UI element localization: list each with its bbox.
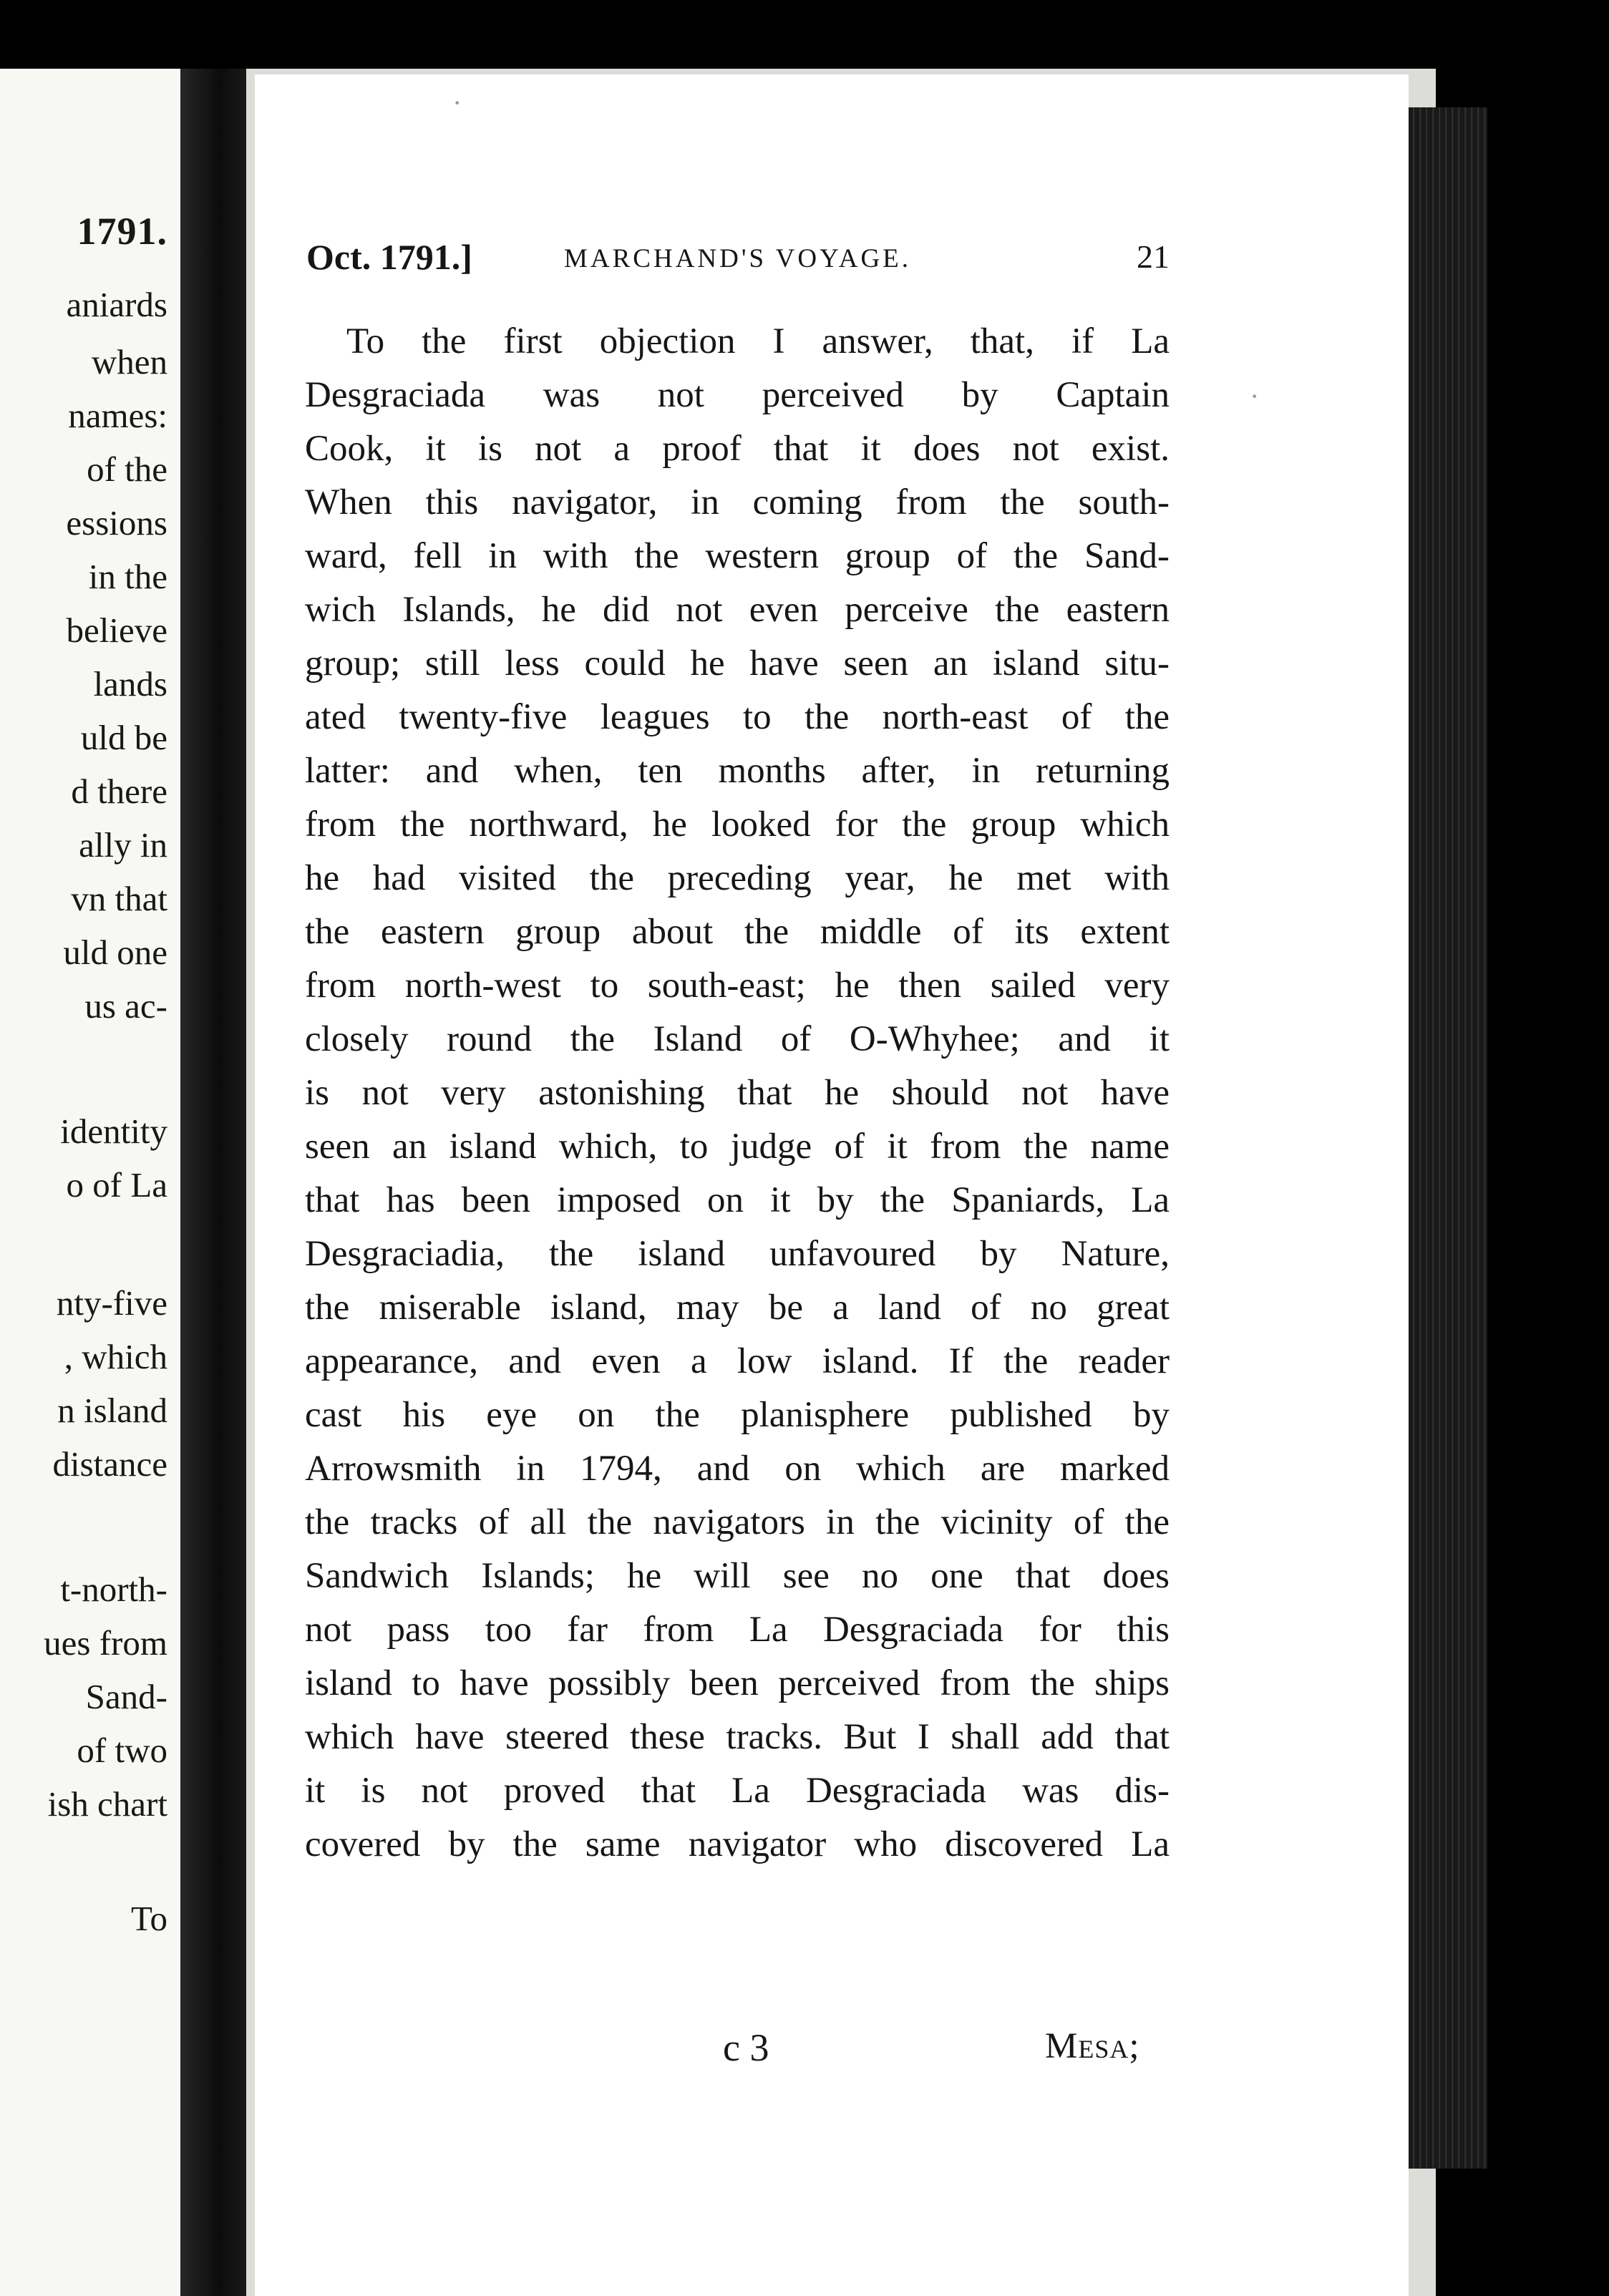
previous-page-line: distance	[52, 1444, 167, 1484]
body-line: the miserable island, may be a land of no great	[305, 1288, 1170, 1328]
catchword: Mesa;	[1045, 2026, 1140, 2066]
previous-page-line: To	[130, 1899, 167, 1938]
body-line: that has been imposed on it by the Spaniards, La	[305, 1180, 1170, 1220]
body-line: Arrowsmith in 1794, and on which are marked	[305, 1449, 1170, 1489]
running-head-date: Oct. 1791.]	[306, 237, 472, 277]
body-line: from north-west to south-east; he then sailed very	[305, 965, 1170, 1006]
body-line: group; still less could he have seen an island situ-	[305, 643, 1170, 684]
body-line: which have steered these tracks. But I shall add that	[305, 1717, 1170, 1757]
previous-page-line: lands	[93, 664, 167, 704]
running-head	[306, 236, 1170, 279]
previous-page-line: n island	[57, 1391, 167, 1430]
body-line: Sandwich Islands; he will see no one that does	[305, 1556, 1170, 1596]
body-line: Desgraciadia, the island unfavoured by Nature,	[305, 1234, 1170, 1274]
body-line: To the first objection I answer, that, if La	[346, 321, 1170, 361]
body-line: is not very astonishing that he should not have	[305, 1073, 1170, 1113]
previous-page-line: ish chart	[47, 1784, 167, 1824]
body-line: appearance, and even a low island. If the reader	[305, 1341, 1170, 1381]
signature-mark: c 3	[723, 2026, 769, 2069]
previous-page-line: of the	[87, 449, 167, 489]
previous-page-line: believe	[66, 611, 167, 650]
body-line: from the northward, he looked for the group which	[305, 804, 1170, 845]
body-line: wich Islands, he did not even perceive the eastern	[305, 590, 1170, 630]
previous-page-line: d there	[71, 772, 167, 811]
previous-page-line: ally in	[79, 825, 167, 865]
previous-page-line: o of La	[66, 1165, 167, 1205]
page-number: 21	[1137, 238, 1170, 275]
body-line: island to have possibly been perceived from the ships	[305, 1663, 1170, 1703]
body-line: the tracks of all the navigators in the vicinity of the	[305, 1502, 1170, 1542]
body-line: Cook, it is not a proof that it does not exist.	[305, 429, 1170, 469]
previous-page-line: nty-five	[56, 1283, 167, 1323]
body-text	[305, 315, 1170, 1872]
previous-page-line: ues from	[44, 1623, 167, 1663]
previous-page-line: t-north-	[60, 1570, 167, 1609]
page-edges	[1409, 107, 1487, 2169]
book-cover-shadow	[1487, 79, 1609, 2296]
body-line: he had visited the preceding year, he met with	[305, 858, 1170, 898]
previous-page-line: , which	[64, 1337, 167, 1376]
body-line: ward, fell in with the western group of the Sand-	[305, 536, 1170, 576]
body-line: ated twenty-five leagues to the north-east of the	[305, 697, 1170, 737]
body-line: Desgraciada was not perceived by Captain	[305, 375, 1170, 415]
previous-page-line: uld be	[80, 718, 167, 757]
previous-page-line: aniards	[66, 285, 167, 324]
previous-page-line: essions	[66, 503, 167, 543]
previous-page-line: identity	[60, 1111, 167, 1151]
body-line: When this navigator, in coming from the south-	[305, 482, 1170, 522]
previous-page-line: in the	[88, 557, 167, 596]
body-line: latter: and when, ten months after, in returning	[305, 751, 1170, 791]
body-line: the eastern group about the middle of its extent	[305, 912, 1170, 952]
speck-mark: ·	[1250, 380, 1260, 412]
book-gutter	[180, 69, 246, 2296]
body-line: seen an island which, to judge of it from the name	[305, 1127, 1170, 1167]
previous-page-line: when	[91, 342, 167, 381]
previous-page-line: us ac-	[84, 986, 167, 1026]
body-line: cast his eye on the planisphere published by	[305, 1395, 1170, 1435]
previous-page-header: 1791.	[77, 210, 167, 253]
speck-mark: ·	[452, 87, 462, 119]
body-line: not pass too far from La Desgraciada for this	[305, 1610, 1170, 1650]
body-line: closely round the Island of O-Whyhee; and it	[305, 1019, 1170, 1059]
previous-page-line: Sand-	[85, 1677, 167, 1716]
previous-page-fragment	[0, 69, 180, 2296]
previous-page-line: of two	[77, 1731, 167, 1770]
previous-page-line: vn that	[71, 879, 167, 918]
body-line: covered by the same navigator who discovered La	[305, 1824, 1170, 1864]
previous-page-line: names:	[68, 396, 167, 435]
running-head-title: MARCHAND'S VOYAGE.	[564, 244, 912, 273]
previous-page-line: uld one	[63, 933, 167, 972]
body-line: it is not proved that La Desgraciada was dis-	[305, 1771, 1170, 1811]
